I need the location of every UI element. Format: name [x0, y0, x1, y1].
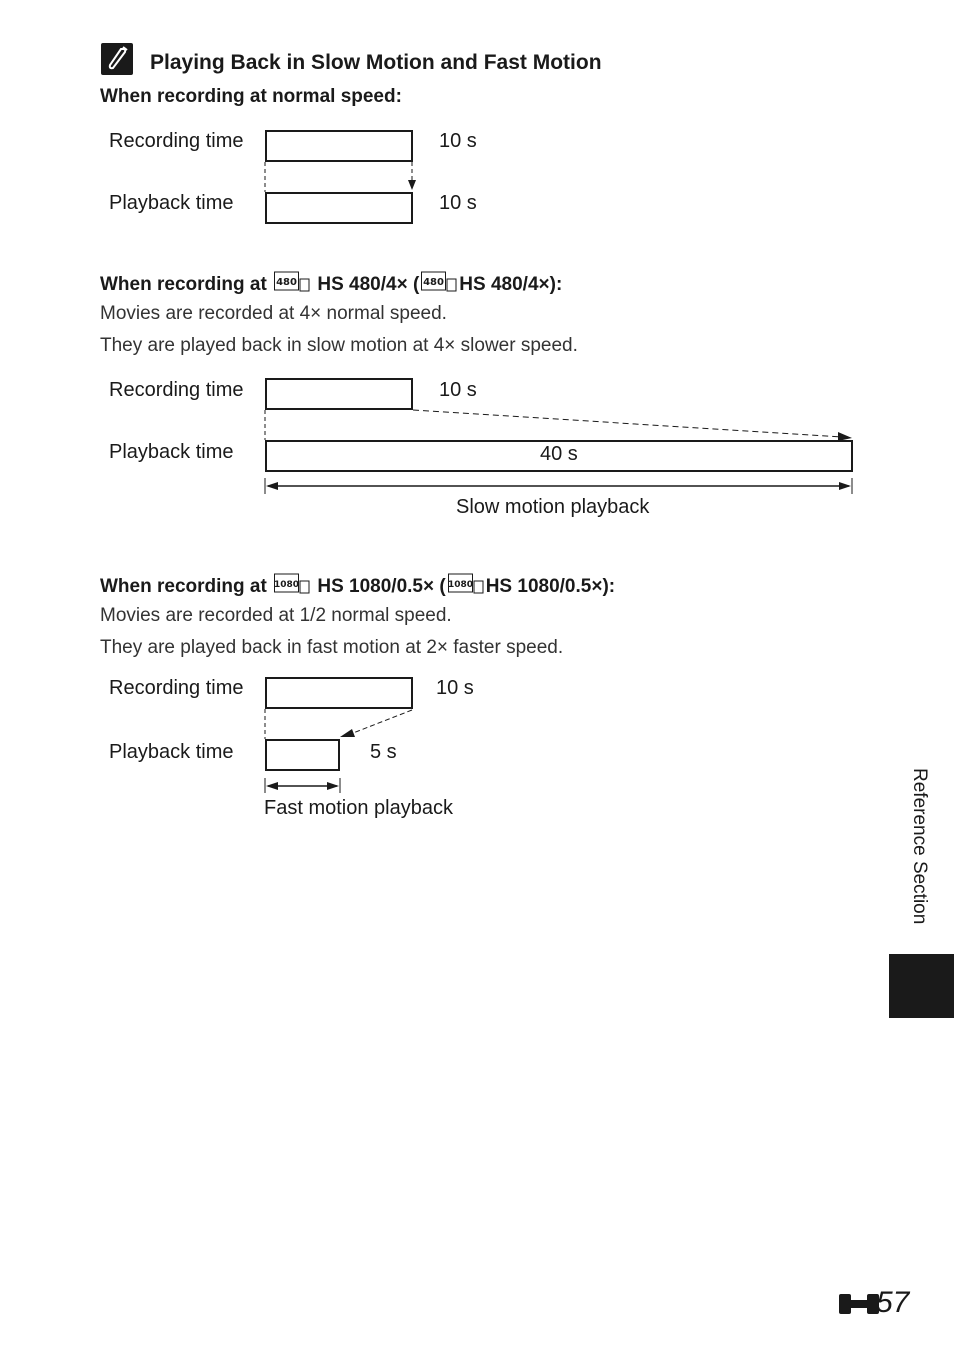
playback-time-value: 10 s [439, 192, 477, 214]
fast-motion-caption: Fast motion playback [264, 797, 453, 819]
page-number: 57 [876, 1286, 910, 1319]
playback-time-value: 40 s [540, 443, 578, 465]
playback-time-label: Playback time [109, 441, 234, 463]
recording-time-label: Recording time [109, 379, 244, 401]
section2-line1: Movies are recorded at 4× normal speed. [100, 303, 447, 324]
section2-line2: They are played back in slow motion at 4× slower speed. [100, 335, 578, 356]
note-title: Playing Back in Slow Motion and Fast Motion [150, 51, 602, 74]
slow-motion-caption: Slow motion playback [456, 496, 650, 518]
section3-line1: Movies are recorded at 1/2 normal speed. [100, 605, 452, 626]
reference-section-label: Reference Section [909, 768, 930, 925]
playback-time-value: 5 s [370, 741, 397, 763]
recording-time-label: Recording time [109, 677, 244, 699]
svg-text:1080: 1080 [274, 580, 300, 590]
playback-time-label: Playback time [109, 741, 234, 763]
recording-time-label: Recording time [109, 130, 244, 152]
svg-text:480: 480 [423, 277, 445, 288]
recording-time-value: 10 s [439, 130, 477, 152]
svg-text:480: 480 [276, 277, 298, 288]
section1-heading: When recording at normal speed: [100, 86, 402, 107]
reference-section-icon [838, 1290, 880, 1323]
section-tab-marker [889, 954, 954, 1018]
section3-heading: When recording at 1080 HS 1080/0.5× ( 1080 HS 1080/0.5×): [100, 573, 615, 601]
svg-text:1080: 1080 [447, 580, 473, 590]
recording-time-value: 10 s [436, 677, 474, 699]
section2-heading: When recording at 480 HS 480/4× ( 480 HS 480/4×): [100, 271, 562, 299]
recording-time-value: 10 s [439, 379, 477, 401]
playback-time-label: Playback time [109, 192, 234, 214]
section3-line2: They are played back in fast motion at 2× faster speed. [100, 637, 564, 658]
